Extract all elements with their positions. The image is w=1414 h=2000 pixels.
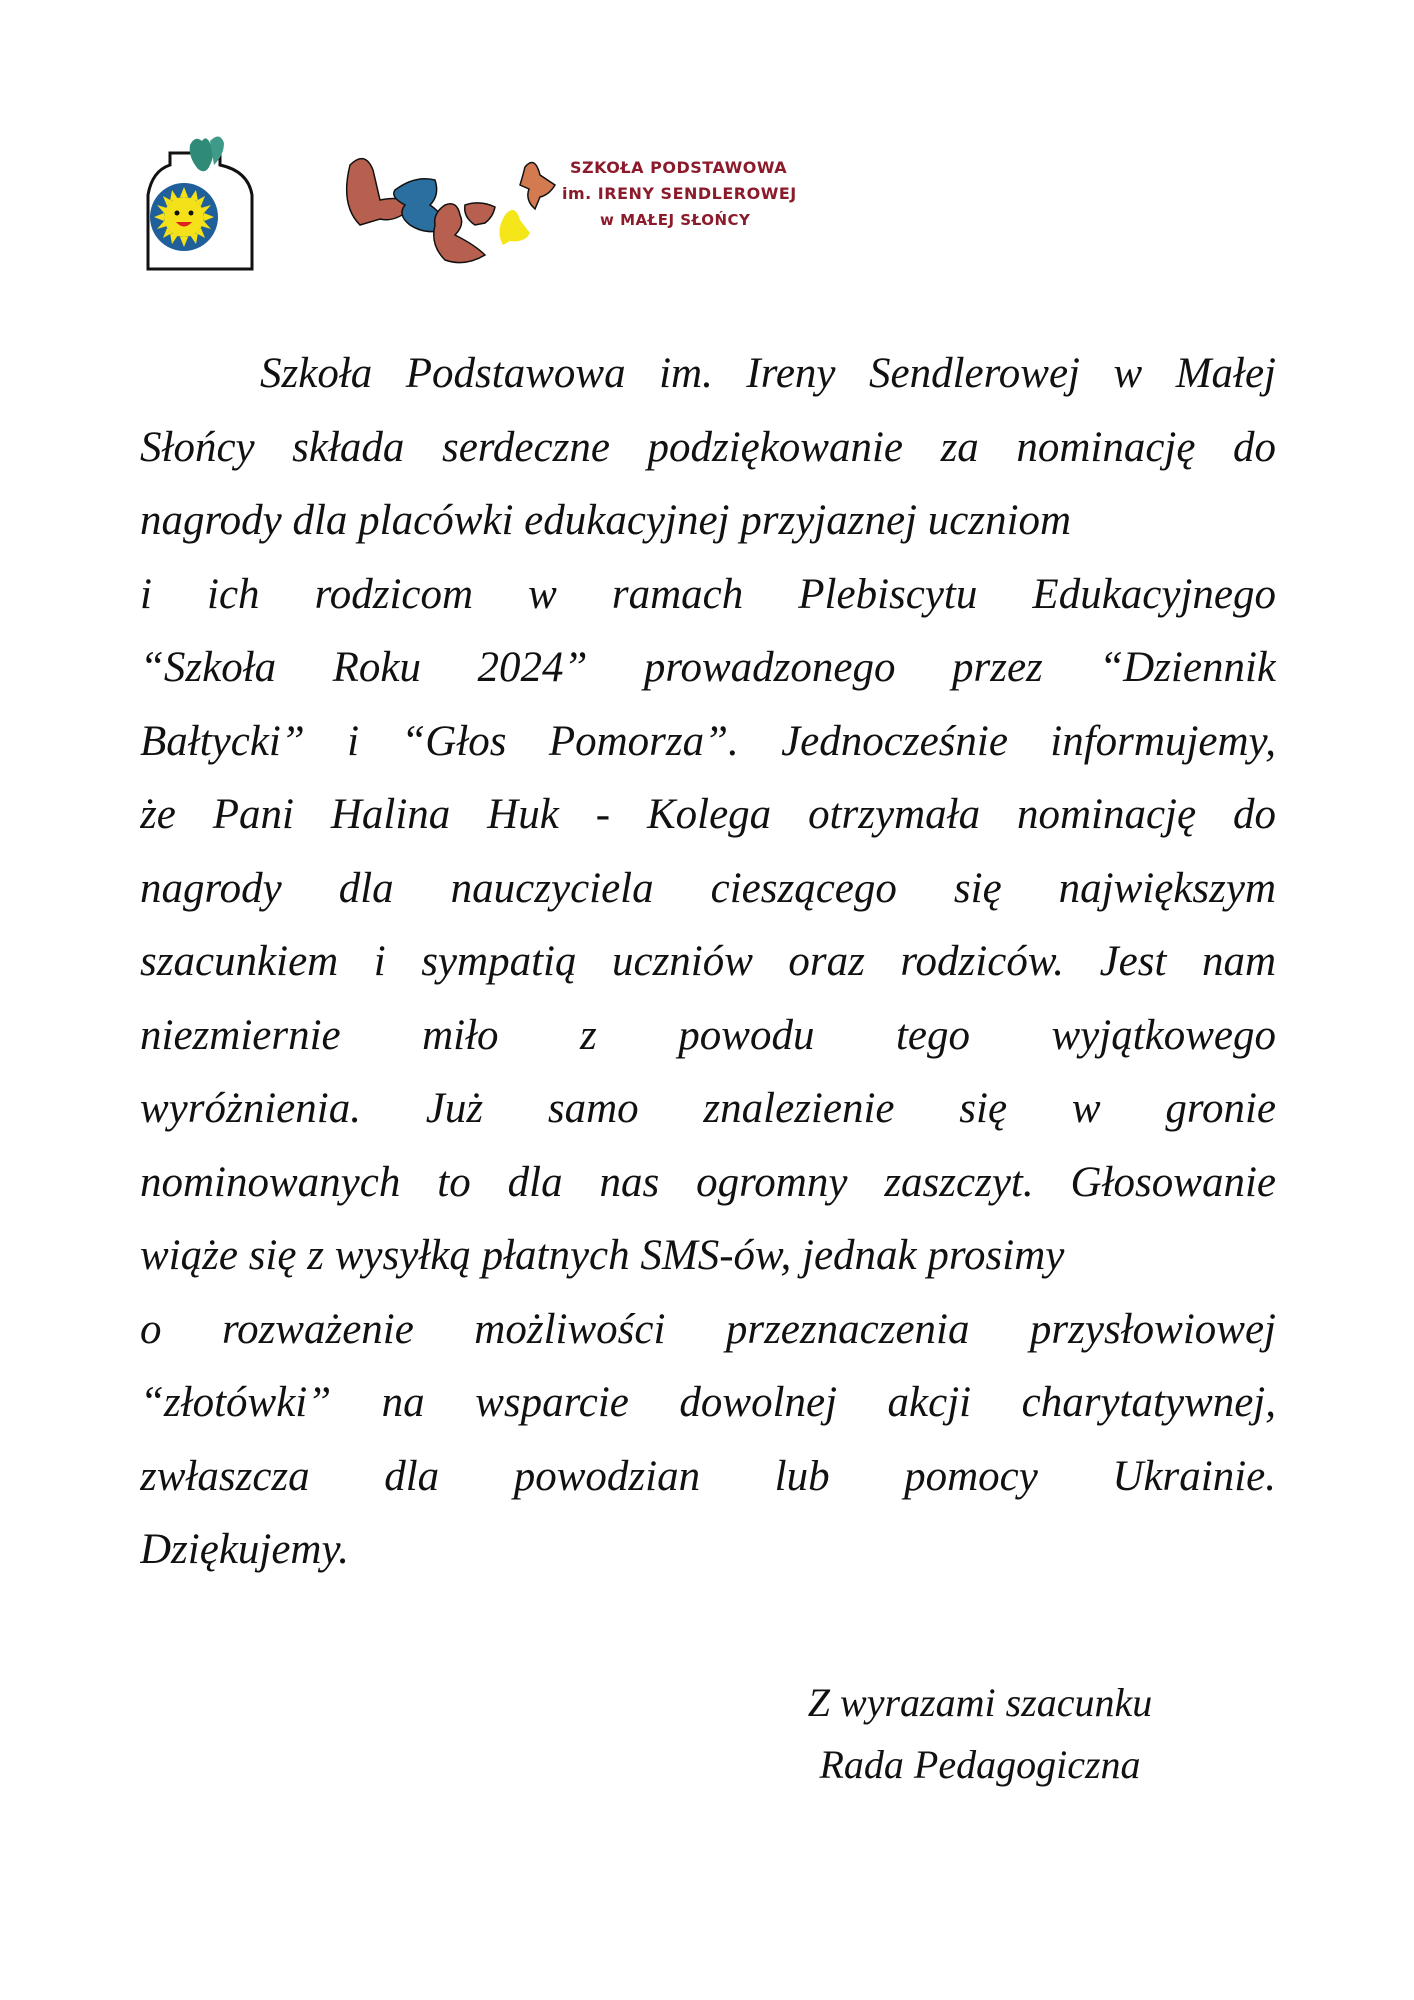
school-name-line: im. IRENY SENDLEROWEJ <box>562 184 797 203</box>
letter-line: Dziękujemy. <box>140 1526 349 1573</box>
letter-line: o rozważenie możliwości przeznaczenia przysłowiowej <box>140 1305 1276 1353</box>
letter-line: niezmiernie miło z powodu tego wyjątkowego <box>140 1011 1276 1059</box>
letter-line: nominowanych to dla nas ogromny zaszczyt. Głosowanie <box>140 1158 1276 1206</box>
school-name-line: w MAŁEJ SŁOŃCY <box>600 211 751 229</box>
school-name <box>560 155 980 233</box>
letter-line: Słońcy składa serdeczne podziękowanie za nominację do <box>140 423 1276 471</box>
letter-line: nagrody dla nauczyciela cieszącego się największym <box>140 864 1276 912</box>
signature-block <box>740 1672 1220 1796</box>
letter-paragraph <box>140 337 1276 1587</box>
letter-line: Bałtycki” i “Głos Pomorza”. Jednocześnie informujemy, <box>140 717 1276 765</box>
letter-line: “złotówki” na wsparcie dowolnej akcji charytatywnej, <box>140 1379 1276 1426</box>
letter-body <box>140 337 1276 1587</box>
letter-line: “Szkoła Roku 2024” prowadzonego przez “Dziennik <box>140 644 1276 691</box>
closing-text: Z wyrazami szacunku <box>807 1680 1153 1725</box>
school-name-line: SZKOŁA PODSTAWOWA <box>570 158 788 177</box>
letter-line: nagrody dla placówki edukacyjnej przyjaznej uczniom <box>140 497 1072 544</box>
letterhead <box>140 135 980 275</box>
letter-line: wiąże się z wysyłką płatnych SMS-ów, jednak prosimy <box>140 1232 1065 1279</box>
letter-line: że Pani Halina Huk - Kolega otrzymała nominację do <box>140 791 1276 838</box>
letter-line: i ich rodzicom w ramach Plebiscytu Edukacyjnego <box>140 570 1276 618</box>
jar-sun-butterfly-logo <box>140 135 260 275</box>
signer-name: Rada Pedagogiczna <box>819 1742 1141 1787</box>
letter-line: Szkoła Podstawowa im. Ireny Sendlerowej w Małej <box>260 350 1276 397</box>
letter-line: szacunkiem i sympatią uczniów oraz rodziców. Jest nam <box>140 938 1276 985</box>
letter-line: wyróżnienia. Już samo znalezienie się w gronie <box>140 1085 1276 1132</box>
letter-line: zwłaszcza dla powodzian lub pomocy Ukrainie. <box>140 1452 1276 1500</box>
